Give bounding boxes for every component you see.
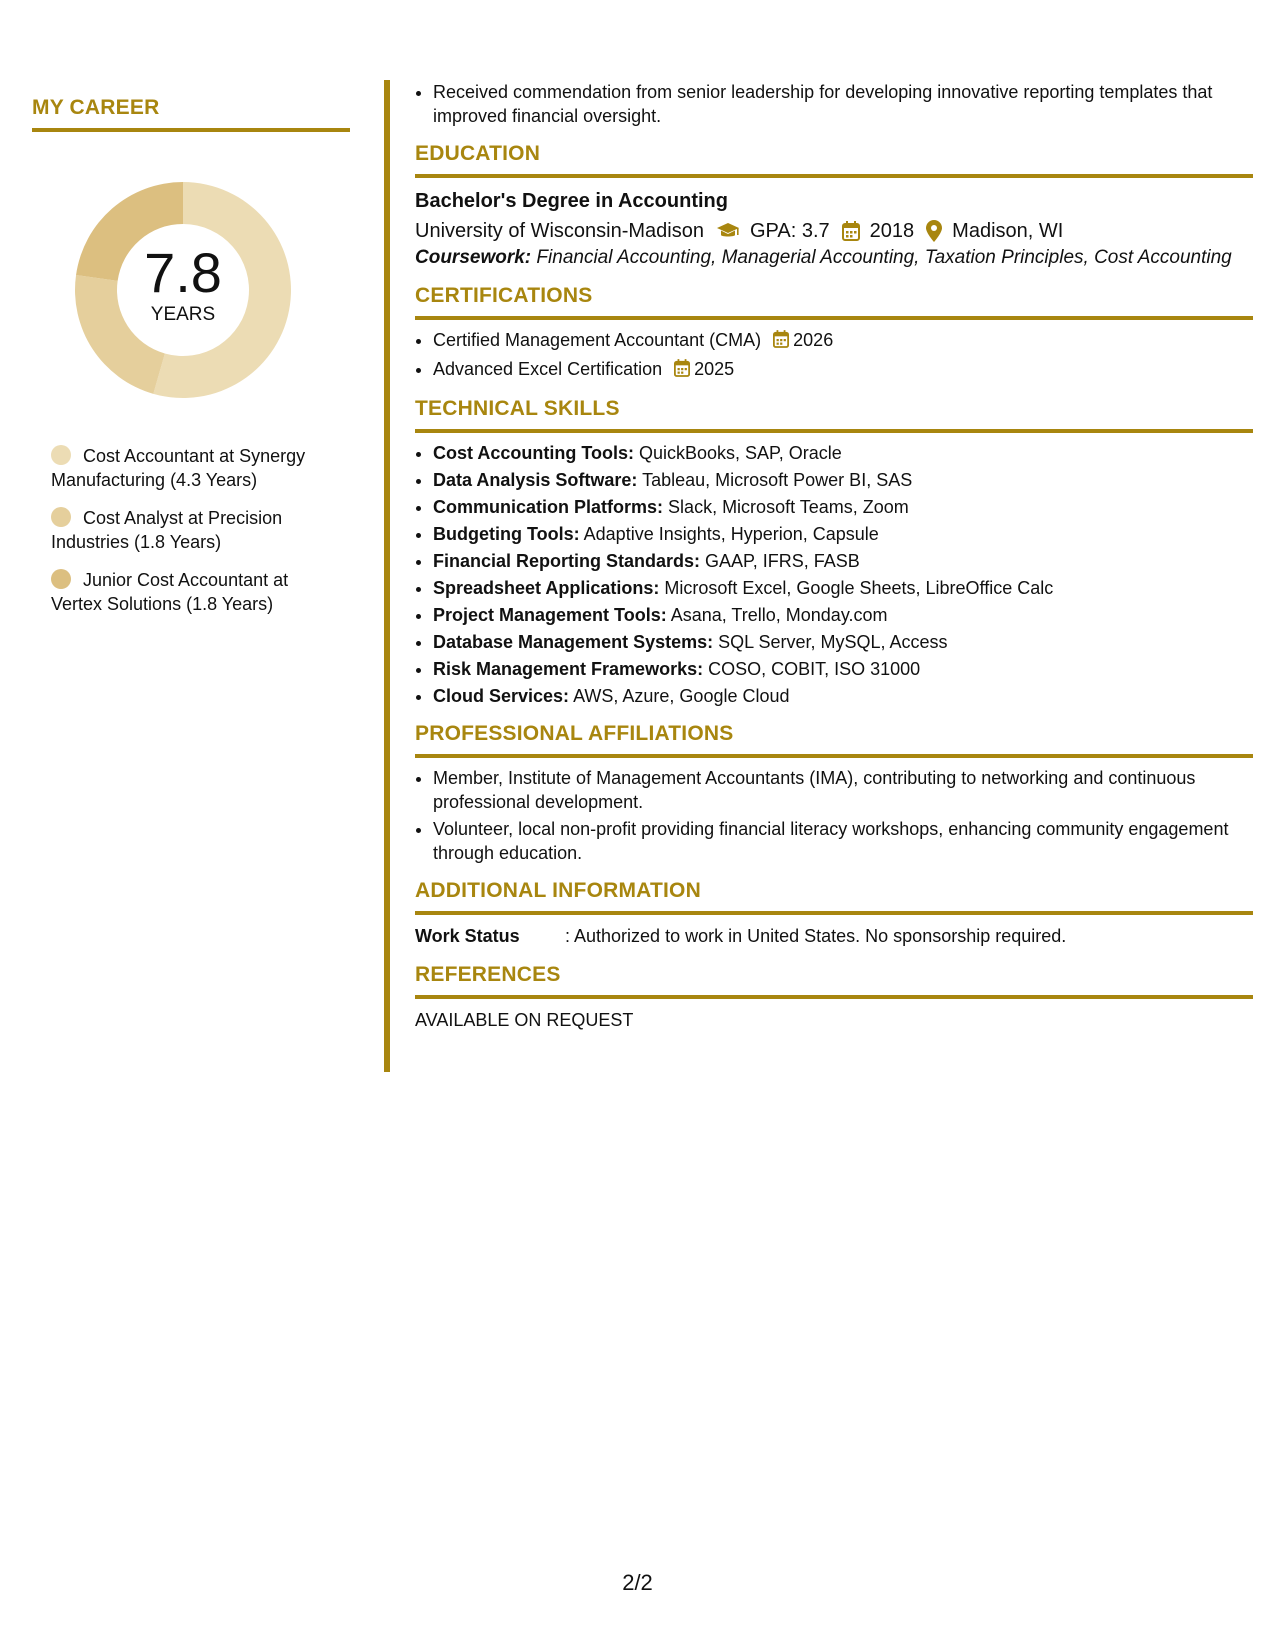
- skill-value: QuickBooks, SAP, Oracle: [639, 443, 842, 463]
- map-pin-icon: [926, 220, 942, 242]
- career-panel: [32, 96, 350, 630]
- skills-section: [415, 397, 1253, 708]
- education-title: EDUCATION: [415, 142, 1253, 178]
- career-title: MY CAREER: [32, 96, 350, 132]
- list-item: [433, 495, 1253, 519]
- legend-dot: [51, 569, 71, 589]
- school-location: Madison, WI: [952, 220, 1064, 242]
- list-item: • Received commendation from senior leadership for developing innovative reporting templates that improved financial oversight.: [433, 80, 1253, 128]
- page-number: 2/2: [622, 1570, 653, 1595]
- coursework-label: Coursework:: [415, 247, 532, 268]
- skills-list: [415, 441, 1253, 708]
- certification-name: Certified Management Accountant (CMA): [433, 330, 762, 350]
- calendar-icon: [842, 221, 860, 241]
- list-item: [433, 657, 1253, 681]
- skill-label: Communication Platforms:: [433, 497, 664, 517]
- graduation-year: 2018: [869, 220, 915, 242]
- legend-item: [51, 568, 341, 616]
- certifications-list: [415, 328, 1253, 383]
- skill-value: COSO, COBIT, ISO 31000: [708, 659, 921, 679]
- legend-item: [51, 444, 341, 492]
- affiliations-list: [415, 766, 1253, 865]
- skill-label: Project Management Tools:: [433, 605, 667, 625]
- list-item: [433, 603, 1253, 627]
- work-status-label: Work Status: [415, 926, 520, 946]
- donut-center: [65, 241, 301, 326]
- column-divider: [384, 80, 390, 1072]
- skill-value: GAAP, IFRS, FASB: [705, 551, 860, 571]
- skill-label: Risk Management Frameworks:: [433, 659, 704, 679]
- coursework: [415, 246, 1253, 270]
- list-item: [433, 441, 1253, 465]
- skill-label: Database Management Systems:: [433, 632, 714, 652]
- list-item: • Volunteer, local non-profit providing financial literacy workshops, enhancing community engagement through education.: [433, 817, 1253, 865]
- skill-label: Spreadsheet Applications:: [433, 578, 660, 598]
- total-years-value: 7.8: [144, 241, 222, 304]
- career-donut-chart: [65, 172, 301, 408]
- references-title: REFERENCES: [415, 963, 1253, 999]
- skill-value: Tableau, Microsoft Power BI, SAS: [642, 470, 913, 490]
- skill-value: SQL Server, MySQL, Access: [718, 632, 948, 652]
- affiliations-section: [415, 722, 1253, 865]
- skill-label: Cloud Services:: [433, 686, 570, 706]
- legend-label: Cost Analyst at Precision Industries (1.8 Years): [51, 508, 283, 552]
- legend-label: Cost Accountant at Synergy Manufacturing (4.3 Years): [51, 446, 306, 490]
- list-item: [433, 357, 1253, 383]
- degree-name: Bachelor's Degree in Accounting: [415, 190, 728, 212]
- work-status-value: : Authorized to work in United States. No sponsorship required.: [565, 926, 1067, 946]
- list-item: [433, 549, 1253, 573]
- certification-name: Advanced Excel Certification: [433, 359, 663, 379]
- legend-dot: [51, 445, 71, 465]
- skill-label: Data Analysis Software:: [433, 470, 638, 490]
- skill-value: Microsoft Excel, Google Sheets, LibreOffice Calc: [664, 578, 1054, 598]
- references-text: AVAILABLE ON REQUEST: [415, 1010, 634, 1030]
- coursework-list: Financial Accounting, Managerial Accounting, Taxation Principles, Cost Accounting: [536, 247, 1232, 268]
- legend-label: Junior Cost Accountant at Vertex Solutions (1.8 Years): [51, 570, 289, 614]
- education-section: [415, 142, 1253, 270]
- references-section: [415, 963, 1253, 1033]
- education-details: [415, 216, 1253, 246]
- gpa: GPA: 3.7: [749, 220, 830, 242]
- certifications-section: [415, 284, 1253, 383]
- calendar-icon: [773, 330, 789, 354]
- affiliations-title: PROFESSIONAL AFFILIATIONS: [415, 722, 1253, 758]
- certification-year: 2025: [694, 359, 735, 379]
- list-item: [433, 468, 1253, 492]
- school-name: University of Wisconsin-Madison: [415, 220, 704, 242]
- list-item: • Member, Institute of Management Accountants (IMA), contributing to networking and continuous professional development.: [433, 766, 1253, 814]
- list-item: [433, 630, 1253, 654]
- experience-bullets: [415, 80, 1253, 128]
- legend-item: [51, 506, 341, 554]
- graduation-cap-icon: [716, 222, 740, 240]
- list-item: [433, 576, 1253, 600]
- main-content: [415, 80, 1253, 1033]
- list-item: [433, 522, 1253, 546]
- calendar-icon: [674, 359, 690, 383]
- skill-label: Budgeting Tools:: [433, 524, 580, 544]
- legend-dot: [51, 507, 71, 527]
- skill-label: Financial Reporting Standards:: [433, 551, 701, 571]
- work-status-row: [415, 923, 1253, 949]
- skill-value: Adaptive Insights, Hyperion, Capsule: [583, 524, 879, 544]
- skill-value: Asana, Trello, Monday.com: [670, 605, 888, 625]
- skills-title: TECHNICAL SKILLS: [415, 397, 1253, 433]
- list-item: [433, 328, 1253, 354]
- list-item: [433, 684, 1253, 708]
- skill-value: Slack, Microsoft Teams, Zoom: [668, 497, 909, 517]
- skill-label: Cost Accounting Tools:: [433, 443, 634, 463]
- skill-value: AWS, Azure, Google Cloud: [573, 686, 790, 706]
- career-legend: [51, 444, 350, 616]
- total-years-unit: YEARS: [150, 304, 216, 325]
- additional-title: ADDITIONAL INFORMATION: [415, 879, 1253, 915]
- additional-section: [415, 879, 1253, 949]
- certification-year: 2026: [793, 330, 834, 350]
- certifications-title: CERTIFICATIONS: [415, 284, 1253, 320]
